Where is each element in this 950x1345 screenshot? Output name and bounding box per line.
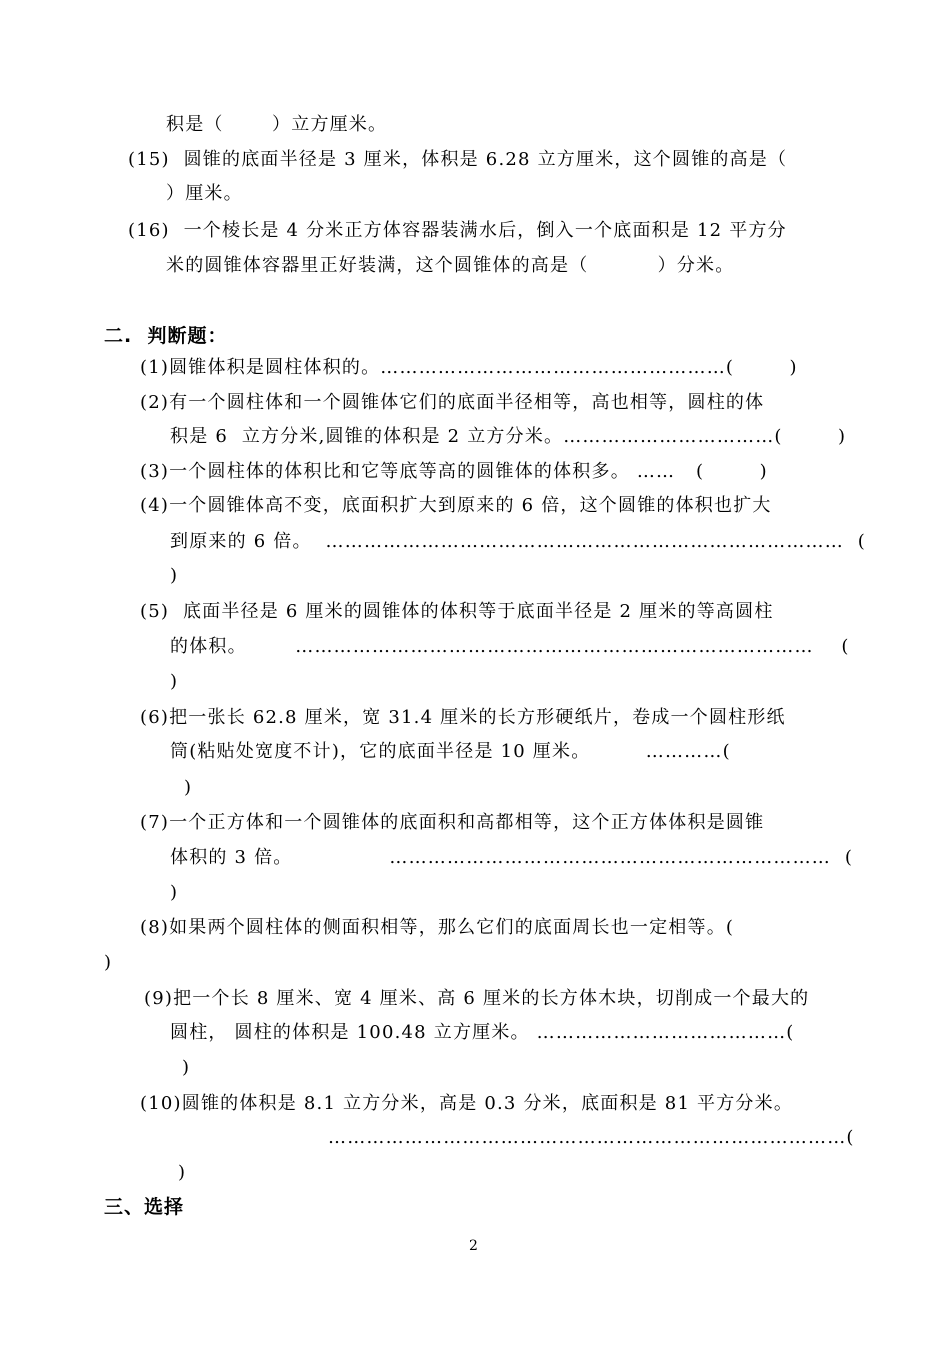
text-line: ) (184, 777, 193, 798)
text-line: ) (170, 882, 179, 903)
text-line: (1)圆锥体积是圆柱体积的。………………………………………………( ) (140, 357, 798, 378)
text-line: (8)如果两个圆柱体的侧面积相等，那么它们的底面周长也一定相等。( (140, 917, 735, 938)
text-line: (4)一个圆锥体高不变，底面积扩大到原来的 6 倍，这个圆锥的体积也扩大 (140, 495, 772, 516)
text-line: ) (178, 1162, 187, 1183)
text-line: ) (170, 671, 179, 692)
text-line: (2)有一个圆柱体和一个圆锥体它们的底面半径相等，高也相等，圆柱的体 (140, 392, 765, 413)
text-line: (7)一个正方体和一个圆锥体的底面积和高都相等，这个正方体体积是圆锥 (140, 812, 765, 833)
text-line: 到原来的 6 倍。 ……………………………………………………………………… ( (170, 531, 867, 552)
text-line: (6)把一张长 62.8 厘米，宽 31.4 厘米的长方形硬纸片，卷成一个圆柱形纸 (140, 707, 786, 728)
text-line: (9)把一个长 8 厘米、宽 4 厘米、高 6 厘米的长方体木块，切削成一个最大的 (144, 988, 810, 1009)
text-line: 的体积。 ……………………………………………………………………… ( (170, 636, 850, 657)
text-line: 积是 6 立方分米,圆锥的体积是 2 立方分米。……………………………( ) (170, 426, 847, 447)
section-heading-judgement: 二. 判断题： (104, 325, 228, 347)
text-line: ）厘米。 (166, 183, 243, 204)
text-line: (3)一个圆柱体的体积比和它等底等高的圆锥体的体积多。 …… ( ) (140, 461, 768, 482)
section-heading-choice: 三、选择 (104, 1196, 185, 1218)
text-line: ) (104, 952, 113, 973)
page-number: 2 (469, 1238, 478, 1254)
text-line: (15) 圆锥的底面半径是 3 厘米，体积是 6.28 立方厘米，这个圆锥的高是（ (128, 149, 788, 170)
text-line: (5) 底面半径是 6 厘米的圆锥体的体积等于底面半径是 2 厘米的等高圆柱 (140, 601, 774, 622)
text-line: (10)圆锥的体积是 8.1 立方分米，高是 0.3 分米，底面积是 81 平方分米。 (140, 1093, 794, 1114)
text-line: 筒(粘贴处宽度不计)，它的底面半径是 10 厘米。 …………( (170, 741, 731, 762)
text-line: (16) 一个棱长是 4 分米正方体容器装满水后，倒入一个底面积是 12 平方分 (128, 220, 787, 241)
text-line: 圆柱， 圆柱的体积是 100.48 立方厘米。 …………………………………( (170, 1022, 795, 1043)
text-line: ) (182, 1057, 191, 1078)
text-line: 米的圆锥体容器里正好装满，这个圆锥体的高是（ ）分米。 (166, 255, 735, 276)
text-line: 积是（ ）立方厘米。 (166, 114, 388, 135)
text-line: 体积的 3 倍。 …………………………………………………………… ( (170, 847, 854, 868)
text-line: ) (170, 565, 179, 586)
text-line: ………………………………………………………………………( (328, 1127, 855, 1148)
